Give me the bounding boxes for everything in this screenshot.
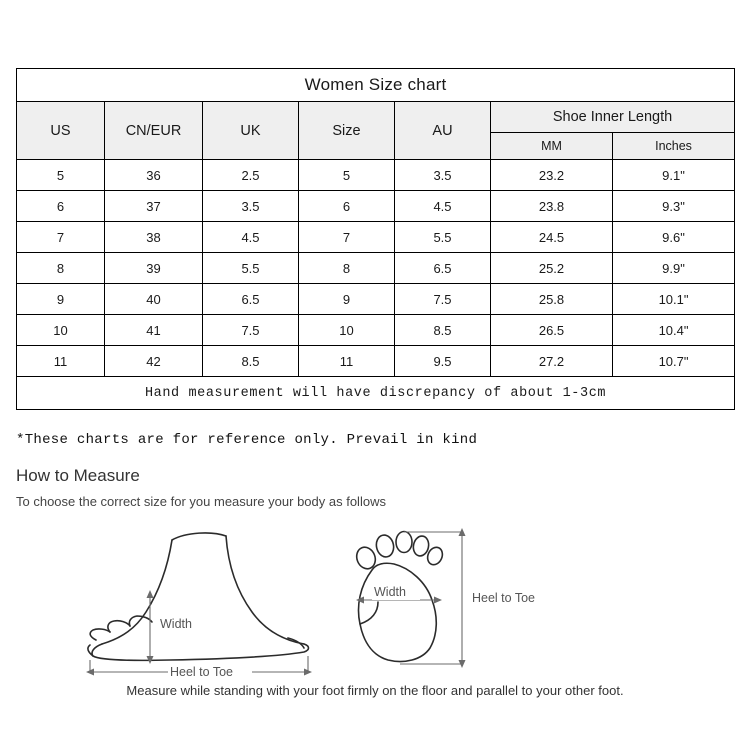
cell-us: 10: [17, 315, 105, 346]
cell-cneur: 38: [105, 222, 203, 253]
top-view-length-label: Heel to Toe: [472, 591, 536, 605]
column-header-au: AU: [395, 102, 491, 160]
cell-inches: 9.1": [613, 160, 735, 191]
cell-cneur: 40: [105, 284, 203, 315]
table-row: [17, 160, 735, 191]
cell-inches: 10.4": [613, 315, 735, 346]
cell-mm: 25.8: [491, 284, 613, 315]
column-header-cneur: CN/EUR: [105, 102, 203, 160]
cell-au: 5.5: [395, 222, 491, 253]
foot-side-view-icon: [88, 533, 309, 660]
cell-inches: 9.6": [613, 222, 735, 253]
measure-instruction-footer: Measure while standing with your foot firmly on the floor and parallel to your other foot.: [126, 683, 624, 698]
column-header-us: US: [17, 102, 105, 160]
cell-inches: 9.3": [613, 191, 735, 222]
cell-inches: 9.9": [613, 253, 735, 284]
cell-cneur: 39: [105, 253, 203, 284]
top-view-width-label: Width: [374, 585, 406, 599]
cell-us: 9: [17, 284, 105, 315]
cell-mm: 23.8: [491, 191, 613, 222]
size-chart-table-wrap: [16, 68, 734, 410]
cell-uk: 8.5: [203, 346, 299, 377]
side-view-length-label: Heel to Toe: [170, 665, 234, 679]
cell-au: 6.5: [395, 253, 491, 284]
cell-cneur: 36: [105, 160, 203, 191]
cell-us: 5: [17, 160, 105, 191]
cell-uk: 4.5: [203, 222, 299, 253]
cell-cneur: 41: [105, 315, 203, 346]
cell-us: 7: [17, 222, 105, 253]
cell-uk: 3.5: [203, 191, 299, 222]
size-chart-table: [16, 68, 735, 410]
cell-mm: 24.5: [491, 222, 613, 253]
cell-uk: 6.5: [203, 284, 299, 315]
cell-size: 11: [299, 346, 395, 377]
cell-size: 10: [299, 315, 395, 346]
column-header-size: Size: [299, 102, 395, 160]
cell-au: 9.5: [395, 346, 491, 377]
table-row: [17, 222, 735, 253]
how-to-measure-title: How to Measure: [16, 466, 140, 485]
column-group-header-shoe-inner-length: Shoe Inner Length: [491, 102, 735, 133]
cell-us: 6: [17, 191, 105, 222]
cell-au: 4.5: [395, 191, 491, 222]
table-header-row: [17, 102, 735, 133]
page-title: Women Size chart: [17, 69, 735, 102]
cell-size: 7: [299, 222, 395, 253]
cell-mm: 26.5: [491, 315, 613, 346]
table-row: [17, 346, 735, 377]
cell-inches: 10.1": [613, 284, 735, 315]
cell-mm: 27.2: [491, 346, 613, 377]
cell-mm: 25.2: [491, 253, 613, 284]
cell-inches: 10.7": [613, 346, 735, 377]
cell-size: 8: [299, 253, 395, 284]
cell-us: 11: [17, 346, 105, 377]
table-row: [17, 191, 735, 222]
cell-size: 5: [299, 160, 395, 191]
cell-us: 8: [17, 253, 105, 284]
cell-size: 9: [299, 284, 395, 315]
cell-cneur: 42: [105, 346, 203, 377]
table-footer-note-row: [17, 377, 735, 410]
reference-only-disclaimer: *These charts are for reference only. Prevail in kind: [16, 432, 478, 448]
cell-au: 3.5: [395, 160, 491, 191]
table-title-row: [17, 69, 735, 102]
column-header-uk: UK: [203, 102, 299, 160]
how-to-measure-subtitle: To choose the correct size for you measure your body as follows: [16, 494, 386, 509]
table-row: [17, 284, 735, 315]
cell-au: 8.5: [395, 315, 491, 346]
measurement-diagram: [60, 520, 690, 690]
table-row: [17, 315, 735, 346]
column-header-mm: MM: [491, 133, 613, 160]
cell-uk: 2.5: [203, 160, 299, 191]
hand-measurement-note: Hand measurement will have discrepancy of about 1-3cm: [17, 377, 735, 410]
cell-size: 6: [299, 191, 395, 222]
column-header-inches: Inches: [613, 133, 735, 160]
side-view-width-label: Width: [160, 617, 192, 631]
table-row: [17, 253, 735, 284]
cell-cneur: 37: [105, 191, 203, 222]
cell-mm: 23.2: [491, 160, 613, 191]
cell-uk: 5.5: [203, 253, 299, 284]
cell-uk: 7.5: [203, 315, 299, 346]
cell-au: 7.5: [395, 284, 491, 315]
